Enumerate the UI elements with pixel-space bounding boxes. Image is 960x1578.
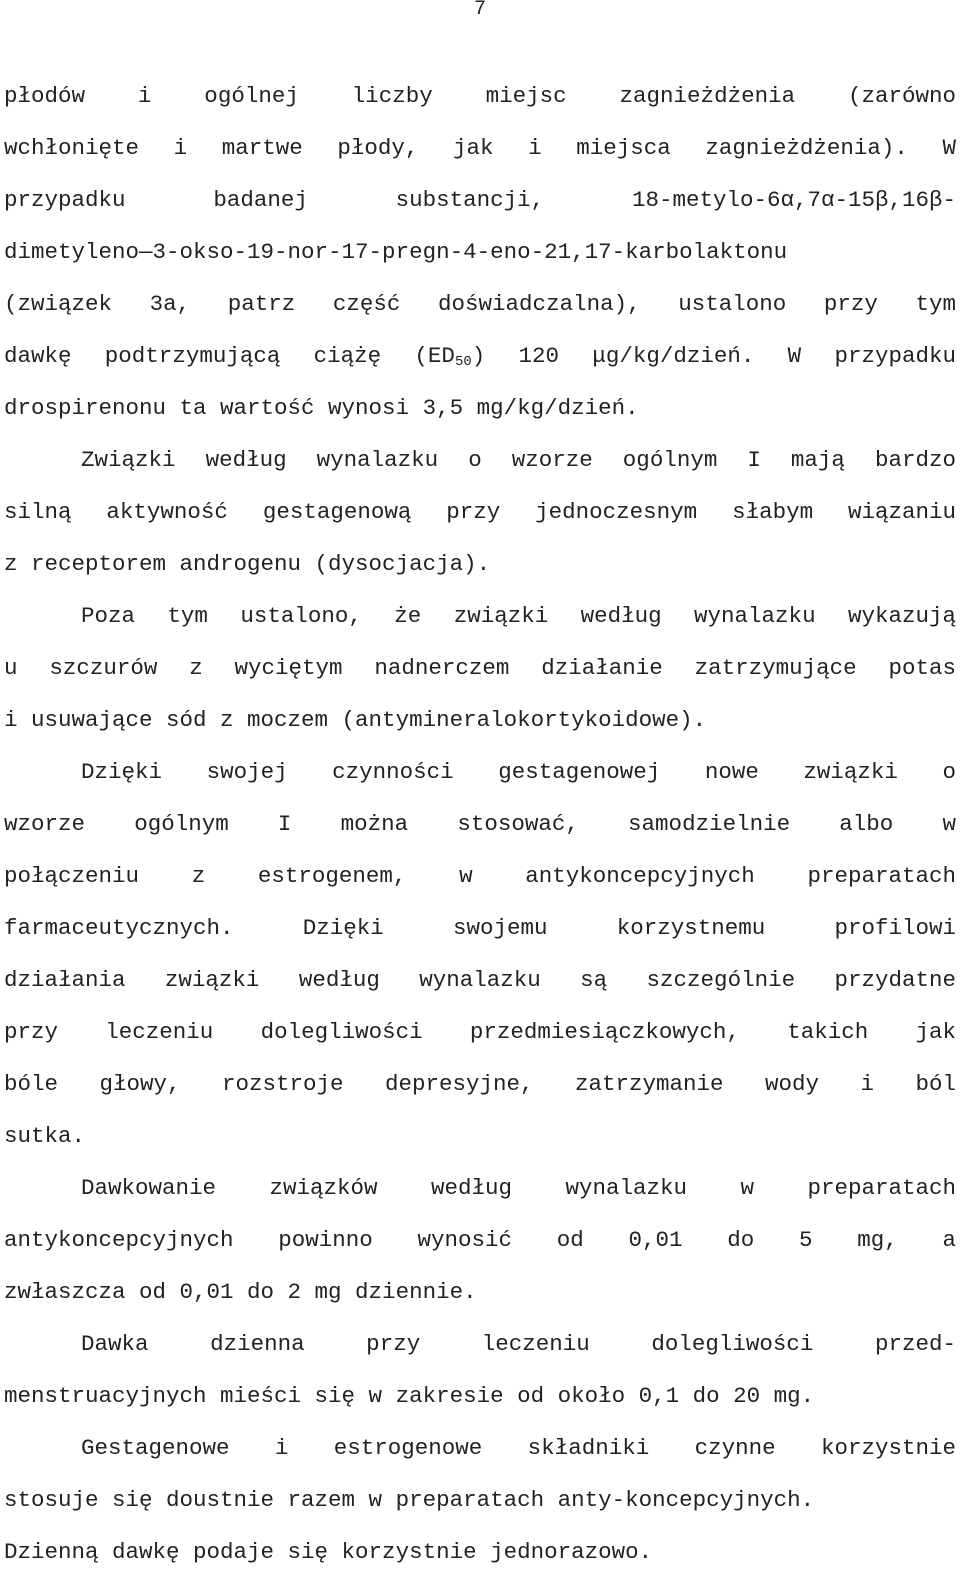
subscript: 50 bbox=[454, 354, 472, 370]
text-line: Dzięki swojej czynności gestagenowej nowe związki o bbox=[81, 759, 956, 785]
text-line: bóle głowy, rozstroje depresyjne, zatrzymanie wody i ból bbox=[4, 1071, 956, 1097]
text-line: Dzienną dawkę podaje się korzystnie jednorazowo. bbox=[4, 1539, 653, 1565]
text-line: farmaceutycznych. Dzięki swojemu korzystnemu profilowi bbox=[4, 915, 956, 941]
text-line: Poza tym ustalono, że związki według wynalazku wykazują bbox=[81, 603, 956, 629]
text-line: menstruacyjnych mieści się w zakresie od około 0,1 do 20 mg. bbox=[4, 1383, 815, 1409]
text-line: Gestagenowe i estrogenowe składniki czynne korzystnie bbox=[81, 1435, 956, 1461]
text-line: działania związki według wynalazku są szczególnie przydatne bbox=[4, 967, 956, 993]
text-line bbox=[4, 330, 956, 382]
text-line: (związek 3a, patrz część doświadczalna), ustalono przy tym bbox=[4, 291, 956, 317]
text-line: Związki według wynalazku o wzorze ogólnym I mają bardzo bbox=[81, 447, 956, 473]
text-segment: ) 120 μg/kg/dzień. W przypadku bbox=[471, 343, 956, 369]
page-number: 7 bbox=[473, 0, 486, 21]
text-line: u szczurów z wyciętym nadnerczem działanie zatrzymujące potas bbox=[4, 655, 956, 681]
text-line: płodów i ogólnej liczby miejsc zagnieżdżenia (zarówno bbox=[4, 83, 956, 109]
text-line: wchłonięte i martwe płody, jak i miejsca zagnieżdżenia). W bbox=[4, 135, 956, 161]
document-body bbox=[4, 70, 956, 1578]
text-line: przypadku badanej substancji, 18-metylo-6α,7α-15β,16β- bbox=[4, 187, 956, 213]
text-line: sutka. bbox=[4, 1123, 86, 1149]
text-line: wzorze ogólnym I można stosować, samodzielnie albo w bbox=[4, 811, 956, 837]
text-line: przy leczeniu dolegliwości przedmiesiączkowych, takich jak bbox=[4, 1019, 956, 1045]
text-line: stosuje się doustnie razem w preparatach anty-koncepcyjnych. bbox=[4, 1487, 815, 1513]
text-line: antykoncepcyjnych powinno wynosić od 0,01 do 5 mg, a bbox=[4, 1227, 956, 1253]
text-line: Dawkowanie związków według wynalazku w preparatach bbox=[81, 1175, 956, 1201]
text-segment: dawkę podtrzymującą ciążę (ED bbox=[4, 343, 455, 369]
text-line: i usuwające sód z moczem (antymineralokortykoidowe). bbox=[4, 707, 707, 733]
text-line: zwłaszcza od 0,01 do 2 mg dziennie. bbox=[4, 1279, 477, 1305]
text-line: połączeniu z estrogenem, w antykoncepcyjnych preparatach bbox=[4, 863, 956, 889]
text-line: z receptorem androgenu (dysocjacja). bbox=[4, 551, 491, 577]
text-line: Dawka dzienna przy leczeniu dolegliwości przed- bbox=[81, 1331, 956, 1357]
text-line: dimetyleno—3-okso-19-nor-17-pregn-4-eno-21,17-karbolaktonu bbox=[4, 239, 788, 265]
text-line: silną aktywność gestagenową przy jednoczesnym słabym wiązaniu bbox=[4, 499, 956, 525]
text-line: drospirenonu ta wartość wynosi 3,5 mg/kg/dzień. bbox=[4, 395, 639, 421]
